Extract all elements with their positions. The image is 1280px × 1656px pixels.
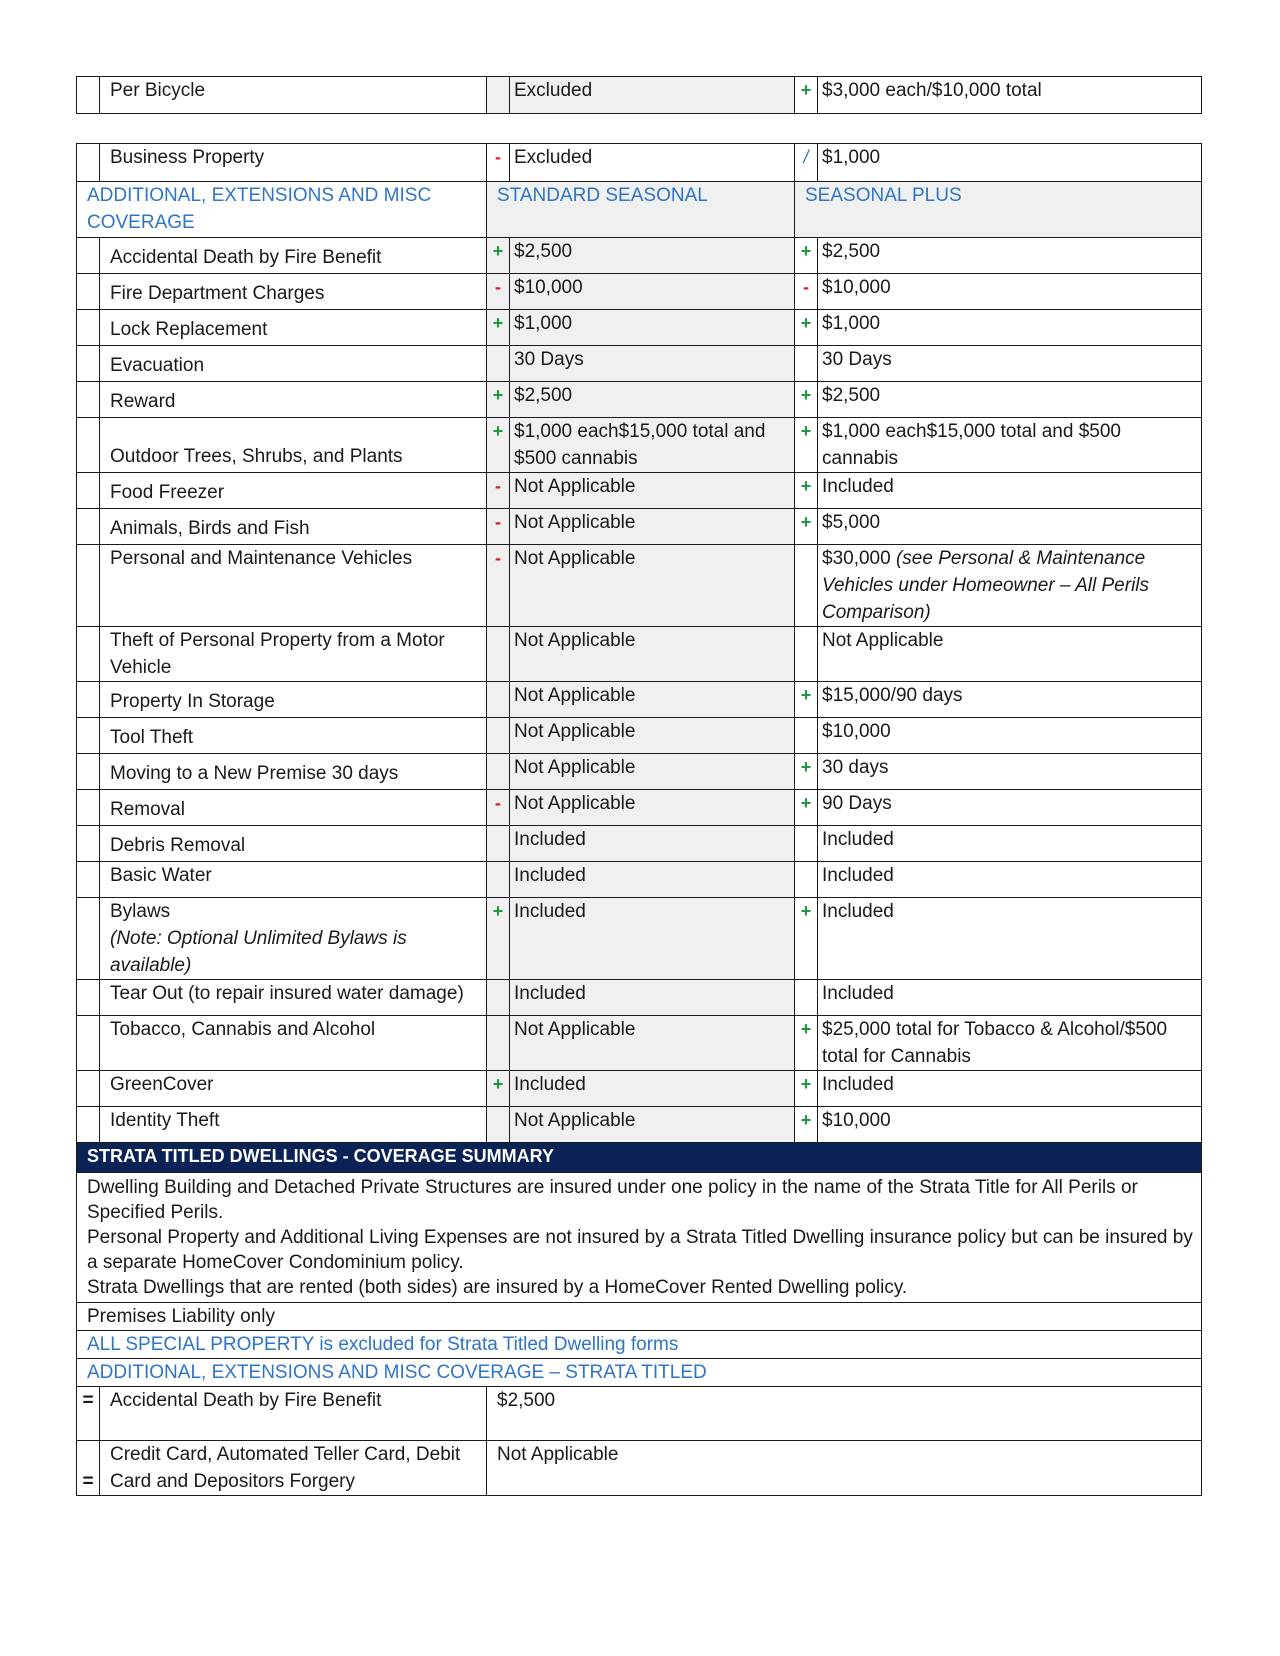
plus-sign-icon: + (492, 313, 504, 333)
minus-sign-icon: - (495, 512, 501, 532)
table-row (77, 898, 1202, 980)
table-row (77, 1441, 1202, 1496)
std-value: Not Applicable (510, 545, 795, 627)
coverage-table (76, 143, 1202, 1496)
strata-liability-row (77, 1303, 1202, 1331)
strata-title-row (77, 1143, 1202, 1173)
plus-sign-icon: + (492, 385, 504, 405)
plus-value: $1,000 each$15,000 total and $500 cannabis (822, 421, 1121, 469)
std-value: $2,500 (510, 238, 795, 274)
slash-icon: / (803, 147, 809, 167)
table-row (77, 682, 1202, 718)
plus-sign-icon: + (800, 241, 812, 261)
std-value: $1,000 (510, 310, 795, 346)
strata-title: STRATA TITLED DWELLINGS - COVERAGE SUMMARY (77, 1143, 1202, 1173)
std-value: $2,500 (510, 382, 795, 418)
plus-value: 30 days (822, 757, 889, 778)
plus-sign-icon: + (800, 793, 812, 813)
row-label: Personal and Maintenance Vehicles (110, 548, 413, 569)
plus-sign-icon: + (800, 901, 812, 921)
std-value: Included (510, 898, 795, 980)
std-value: Not Applicable (510, 627, 795, 682)
plus-sign-icon: + (800, 1110, 812, 1130)
table-row (77, 274, 1202, 310)
coverage-rows (77, 238, 1202, 1143)
plus-value: $2,500 (822, 385, 881, 406)
std-value: $10,000 (510, 274, 795, 310)
header-coverage: ADDITIONAL, EXTENSIONS AND MISC COVERAGE (77, 182, 487, 238)
equals-icon: = (77, 1387, 100, 1441)
plus-value: $2,500 (822, 241, 881, 262)
table-row (77, 1016, 1202, 1071)
std-value: Not Applicable (510, 790, 795, 826)
plus-value: Included (822, 476, 894, 497)
plus-sign-icon: + (800, 1019, 812, 1039)
equals-icon: = (77, 1441, 100, 1496)
plus-sign-icon: + (800, 313, 812, 333)
table-row (77, 509, 1202, 545)
plus-sign-icon: + (492, 1074, 504, 1094)
header-seasonal-plus: SEASONAL PLUS (795, 182, 1202, 238)
plus-value: $25,000 total for Tobacco & Alcohol/$500 total for Cannabis (822, 1019, 1168, 1067)
plus-sign-icon: + (800, 421, 812, 441)
plus-sign-icon: + (800, 757, 812, 777)
std-value: Not Applicable (510, 1016, 795, 1071)
strata-misc-header: ADDITIONAL, EXTENSIONS AND MISC COVERAGE – STRATA TITLED (77, 1359, 1202, 1387)
table-row (77, 627, 1202, 682)
strata-special: ALL SPECIAL PROPERTY is excluded for Strata Titled Dwelling forms (77, 1331, 1202, 1359)
plus-sign-icon: + (492, 901, 504, 921)
header-standard-seasonal: STANDARD SEASONAL (487, 182, 795, 238)
strata-para-3: Strata Dwellings that are rented (both sides) are insured by a HomeCover Rented Dwelling policy. (87, 1277, 908, 1298)
row-label: Tobacco, Cannabis and Alcohol (110, 1019, 376, 1040)
row-label: Lock Replacement (110, 319, 268, 340)
row-label: Removal (110, 799, 185, 820)
strata-special-row (77, 1331, 1202, 1359)
row-label: Accidental Death by Fire Benefit (100, 1387, 487, 1441)
table-row (77, 418, 1202, 473)
row-label: Credit Card, Automated Teller Card, Debit Card and Depositors Forgery (100, 1441, 487, 1496)
plus-value: Included (822, 1074, 894, 1095)
std-value: Not Applicable (510, 1107, 795, 1143)
std-value: 30 Days (510, 346, 795, 382)
row-label: Theft of Personal Property from a Motor Vehicle (110, 630, 445, 678)
row-label: Tear Out (to repair insured water damage) (110, 983, 464, 1004)
table-row (77, 346, 1202, 382)
std-value: Excluded (510, 77, 795, 114)
std-value: $1,000 each$15,000 total and $500 cannabis (510, 418, 795, 473)
row-label: GreenCover (110, 1074, 214, 1095)
plus-sign-icon: + (800, 476, 812, 496)
table-row (77, 1387, 1202, 1441)
plus-value: Not Applicable (822, 630, 944, 651)
table-row (77, 980, 1202, 1016)
table-row (77, 77, 1202, 114)
std-value: Included (510, 862, 795, 898)
section-header-row (77, 182, 1202, 238)
std-value: Not Applicable (510, 509, 795, 545)
plus-sign-icon: + (800, 685, 812, 705)
row-label: Bylaws (110, 901, 171, 922)
row-label: Animals, Birds and Fish (110, 518, 310, 539)
row-label: Tool Theft (110, 727, 194, 748)
bicycle-table (76, 76, 1202, 114)
table-row (77, 144, 1202, 182)
minus-sign-icon: - (495, 548, 501, 568)
plus-value: 90 Days (822, 793, 892, 814)
table-row (77, 545, 1202, 627)
strata-summary-row (77, 1173, 1202, 1303)
std-value: Included (510, 826, 795, 862)
row-label: Moving to a New Premise 30 days (110, 763, 399, 784)
plus-value: Included (822, 865, 894, 886)
table-row (77, 310, 1202, 346)
std-value: Included (510, 980, 795, 1016)
std-value: Not Applicable (510, 754, 795, 790)
strata-misc-header-row (77, 1359, 1202, 1387)
row-label: Basic Water (110, 865, 212, 886)
row-label: Accidental Death by Fire Benefit (110, 247, 382, 268)
strata-para-2: Personal Property and Additional Living Expenses are not insured by a Strata Titled Dwelling insurance policy but can be insured by a separate HomeCover Condominium policy. (87, 1227, 1193, 1273)
plus-value-note: (see Personal & Maintenance Vehicles under Homeowner – All Perils Comparison) (822, 548, 1150, 623)
table-row (77, 238, 1202, 274)
plus-sign-icon: + (800, 1074, 812, 1094)
row-label: Business Property (100, 144, 487, 182)
table-row (77, 718, 1202, 754)
row-label: Per Bicycle (100, 77, 487, 114)
strata-value: Not Applicable (487, 1441, 1202, 1496)
strata-para-1: Dwelling Building and Detached Private Structures are insured under one policy in the name of the Strata Title for All Perils or Specified Perils. (87, 1177, 1138, 1223)
minus-sign-icon: - (495, 277, 501, 297)
plus-value: Included (822, 829, 894, 850)
std-value: Not Applicable (510, 473, 795, 509)
std-value: Included (510, 1071, 795, 1107)
plus-value: 30 Days (822, 349, 892, 370)
minus-sign-icon: - (803, 277, 809, 297)
row-label: Food Freezer (110, 482, 225, 503)
row-label: Evacuation (110, 355, 205, 376)
std-value: Not Applicable (510, 682, 795, 718)
table-row (77, 826, 1202, 862)
strata-value: $2,500 (487, 1387, 1202, 1441)
plus-value: $15,000/90 days (822, 685, 963, 706)
minus-sign-icon: - (495, 147, 501, 167)
plus-value: $1,000 (818, 144, 1202, 182)
minus-sign-icon: - (495, 793, 501, 813)
plus-value: $10,000 (822, 721, 891, 742)
plus-value: $10,000 (822, 277, 891, 298)
table-row (77, 1071, 1202, 1107)
plus-value: $3,000 each/$10,000 total (818, 77, 1202, 114)
strata-liability: Premises Liability only (77, 1303, 1202, 1331)
row-label: Reward (110, 391, 176, 412)
row-label: Debris Removal (110, 835, 246, 856)
plus-value: $5,000 (822, 512, 881, 533)
plus-sign-icon: + (800, 385, 812, 405)
table-row (77, 473, 1202, 509)
plus-value: $10,000 (822, 1110, 891, 1131)
row-label-note: (Note: Optional Unlimited Bylaws is available) (110, 928, 407, 976)
table-row (77, 1107, 1202, 1143)
row-label: Outdoor Trees, Shrubs, and Plants (110, 446, 403, 467)
std-value: Not Applicable (510, 718, 795, 754)
table-row (77, 754, 1202, 790)
plus-sign-icon: + (800, 512, 812, 532)
row-label: Property In Storage (110, 691, 275, 712)
plus-value: $30,000 (822, 548, 891, 569)
plus-sign-icon: + (492, 421, 504, 441)
plus-sign-icon: + (800, 80, 812, 100)
plus-value: Included (822, 983, 894, 1004)
plus-value: $1,000 (822, 313, 881, 334)
plus-value: Included (822, 901, 894, 922)
table-row (77, 382, 1202, 418)
row-label: Fire Department Charges (110, 283, 325, 304)
plus-sign-icon: + (492, 241, 504, 261)
minus-sign-icon: - (495, 476, 501, 496)
table-row (77, 790, 1202, 826)
table-row (77, 862, 1202, 898)
row-label: Identity Theft (110, 1110, 220, 1131)
std-value: Excluded (510, 144, 795, 182)
